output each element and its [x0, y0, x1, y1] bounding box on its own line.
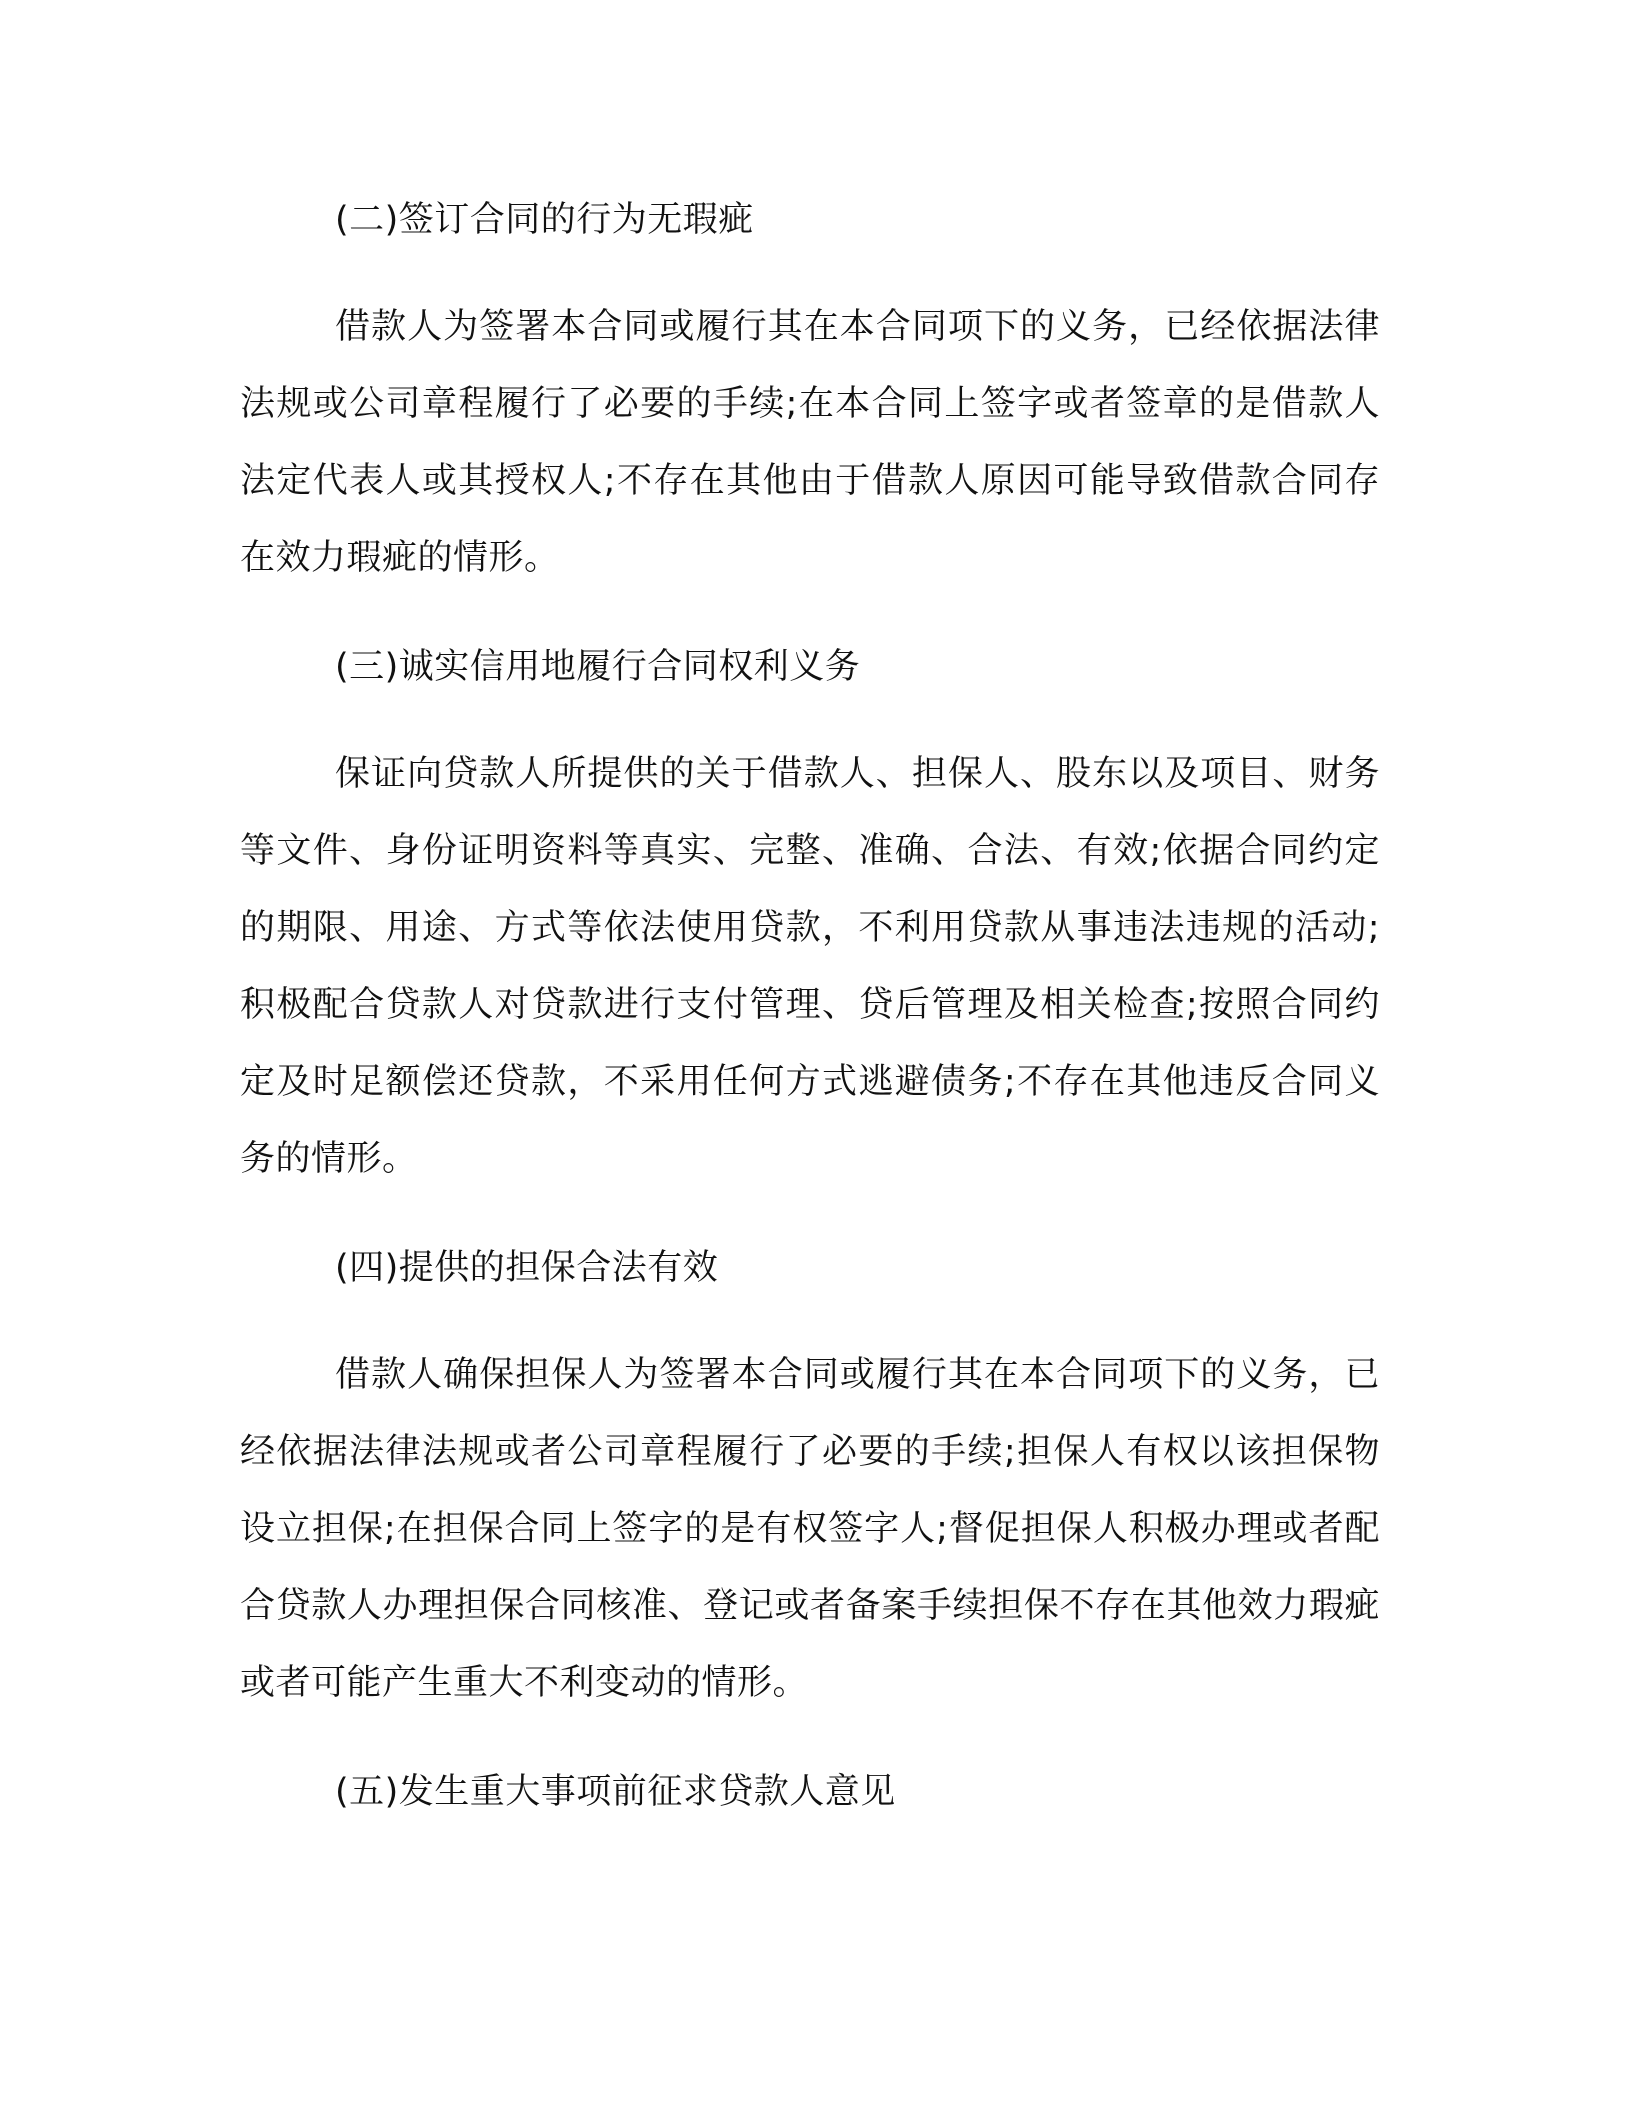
section-heading-2: (二)签订合同的行为无瑕疵: [335, 200, 754, 240]
section-paragraph-4: 借款人确保担保人为签署本合同或履行其在本合同项下的义务，已经依据法律法规或者公司章程履行了必要的手续;担保人有权以该担保物设立担保;在担保合同上签字的是有权签字人;督促担保人积极办理或者配合贷款人办理担保合同核准、登记或者备案手续担保不存在其他效力瑕疵或者可能产生重大不利变动的情形。: [240, 1355, 1380, 1703]
section-heading-4: (四)提供的担保合法有效: [335, 1248, 719, 1288]
section-paragraph-3: 保证向贷款人所提供的关于借款人、担保人、股东以及项目、财务等文件、身份证明资料等真实、完整、准确、合法、有效;依据合同约定的期限、用途、方式等依法使用贷款，不利用贷款从事违法违规的活动;积极配合贷款人对贷款进行支付管理、贷后管理及相关检查;按照合同约定及时足额偿还贷款，不采用任何方式逃避债务;不存在其他违反合同义务的情形。: [240, 754, 1380, 1179]
document-body: [240, 182, 1380, 1861]
section-heading-3: (三)诚实信用地履行合同权利义务: [335, 647, 861, 687]
section-paragraph-2: 借款人为签署本合同或履行其在本合同项下的义务，已经依据法律法规或公司章程履行了必要的手续;在本合同上签字或者签章的是借款人法定代表人或其授权人;不存在其他由于借款人原因可能导致借款合同存在效力瑕疵的情形。: [240, 307, 1380, 578]
section-heading-5: (五)发生重大事项前征求贷款人意见: [335, 1772, 896, 1812]
